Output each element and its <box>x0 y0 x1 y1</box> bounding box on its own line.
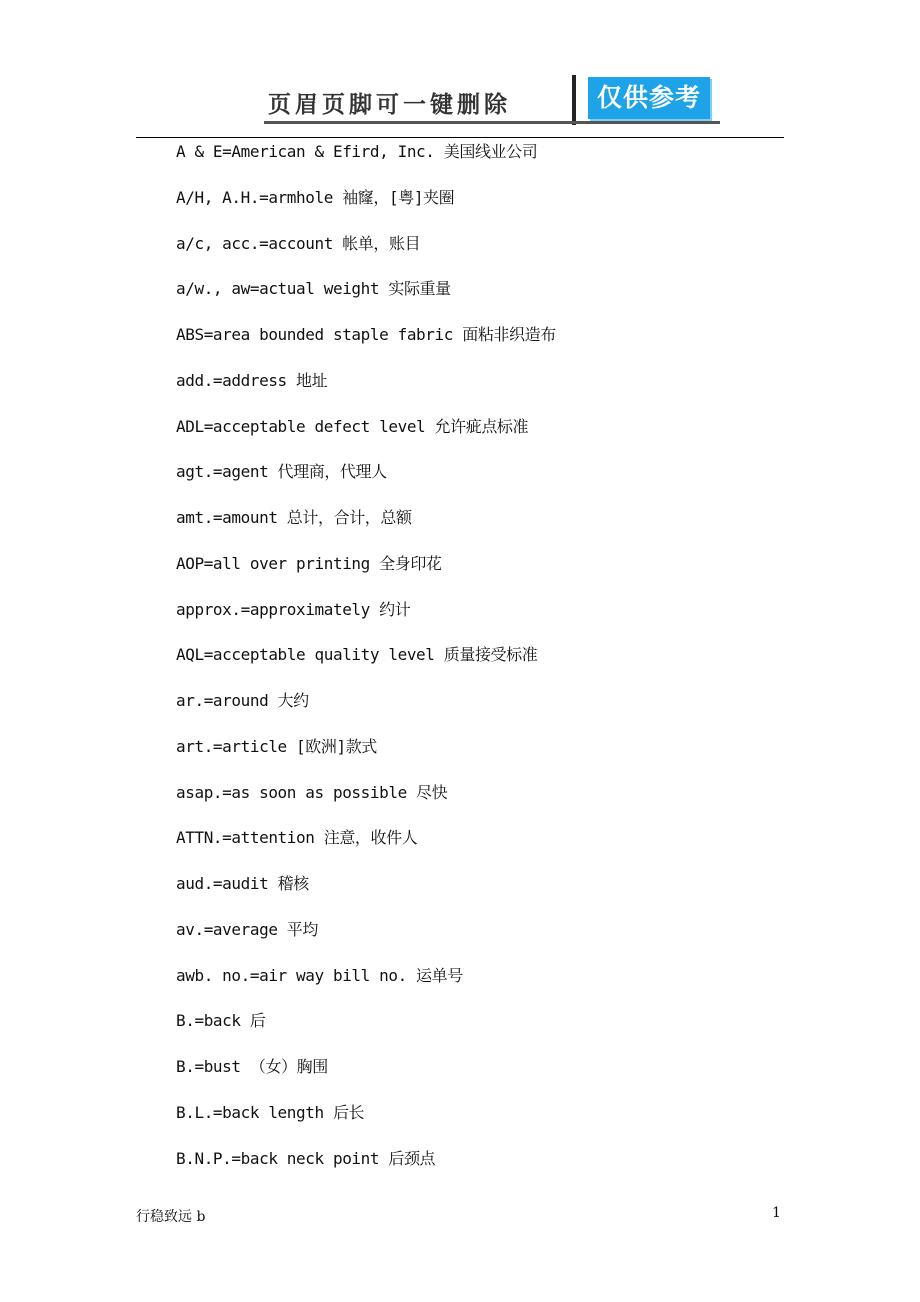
glossary-entry: A & E=American & Efird, Inc. 美国线业公司 <box>176 142 538 161</box>
glossary-entry: av.=average 平均 <box>176 919 318 939</box>
glossary-entry: asap.=as soon as possible 尽快 <box>176 782 448 802</box>
footer-text: 行稳致远 b <box>136 1209 206 1225</box>
header-rule <box>136 137 784 138</box>
page-number: 1 <box>772 1205 781 1221</box>
header-divider <box>572 75 576 125</box>
glossary-entry: art.=article [欧洲]款式 <box>176 736 377 756</box>
glossary-entry: ADL=acceptable defect level 允许疵点标准 <box>176 416 529 436</box>
header-underline <box>264 121 720 124</box>
header-title: 页眉页脚可一键删除 <box>268 92 511 118</box>
glossary-list <box>176 140 556 1192</box>
glossary-entry: awb. no.=air way bill no. 运单号 <box>176 965 463 985</box>
glossary-entry: amt.=amount 总计，合计，总额 <box>176 508 412 527</box>
reference-badge: 仅供参考 <box>588 77 710 119</box>
page-header <box>0 0 920 140</box>
glossary-entry: ar.=around 大约 <box>176 691 309 710</box>
glossary-entry: aud.=audit 稽核 <box>176 874 309 893</box>
glossary-entry: a/c, acc.=account 帐单，账目 <box>176 233 421 253</box>
glossary-entry: AOP=all over printing 全身印花 <box>176 553 442 573</box>
glossary-entry: ABS=area bounded staple fabric 面粘非织造布 <box>176 325 556 344</box>
glossary-entry: AQL=acceptable quality level 质量接受标准 <box>176 645 538 665</box>
glossary-entry: approx.=approximately 约计 <box>176 599 411 619</box>
glossary-entry: agt.=agent 代理商，代理人 <box>176 462 387 482</box>
glossary-entry: B.N.P.=back neck point 后颈点 <box>176 1148 436 1168</box>
glossary-entry: A/H, A.H.=armhole 袖窿，[粤]夹圈 <box>176 187 455 207</box>
glossary-entry: ATTN.=attention 注意，收件人 <box>176 828 418 848</box>
glossary-entry: a/w., aw=actual weight 实际重量 <box>176 279 451 299</box>
glossary-entry: B.=back 后 <box>176 1011 266 1031</box>
glossary-entry: B.L.=back length 后长 <box>176 1102 365 1122</box>
glossary-entry: add.=address 地址 <box>176 370 328 390</box>
glossary-entry: B.=bust （女）胸围 <box>176 1057 328 1076</box>
